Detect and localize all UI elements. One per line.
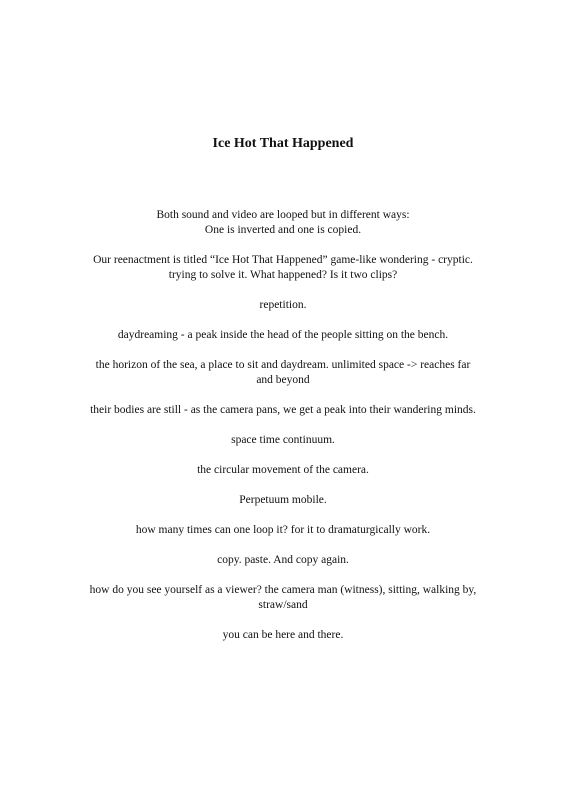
paragraph [70, 403, 496, 418]
paragraph-line: the circular movement of the camera. [197, 464, 369, 476]
paragraph [70, 553, 496, 568]
paragraph-line: Our reenactment is titled “Ice Hot That Happened” game-like wondering - cryptic. [93, 254, 473, 266]
paragraph-line: repetition. [259, 299, 307, 311]
paragraph-line: how do you see yourself as a viewer? the camera man (witness), sitting, walking by, [89, 584, 477, 596]
paragraph [70, 253, 496, 283]
paragraph-line: One is inverted and one is copied. [204, 224, 362, 236]
paragraph-line: trying to solve it. What happened? Is it two clips? [168, 269, 398, 281]
paragraph-line: copy. paste. And copy again. [217, 554, 349, 566]
paragraph-line: and beyond [256, 374, 310, 386]
paragraph-line: the horizon of the sea, a place to sit and daydream. unlimited space -> reaches far [95, 359, 471, 371]
paragraph [70, 433, 496, 448]
paragraph [70, 298, 496, 313]
document-body [70, 208, 496, 658]
paragraph-line: Perpetuum mobile. [239, 494, 327, 506]
paragraph-line: daydreaming - a peak inside the head of the people sitting on the bench. [117, 329, 449, 341]
paragraph [70, 463, 496, 478]
paragraph-line: space time continuum. [231, 434, 335, 446]
paragraph-line: how many times can one loop it? for it to dramaturgically work. [135, 524, 431, 536]
paragraph [70, 493, 496, 508]
paragraph [70, 208, 496, 238]
paragraph-line: you can be here and there. [222, 629, 344, 641]
paragraph [70, 583, 496, 613]
paragraph [70, 628, 496, 643]
document-title: Ice Hot That Happened [212, 136, 354, 151]
paragraph-line: straw/sand [258, 599, 308, 611]
paragraph [70, 523, 496, 538]
paragraph [70, 328, 496, 343]
paragraph-line: Both sound and video are looped but in different ways: [156, 209, 410, 221]
paragraph-line: their bodies are still - as the camera pans, we get a peak into their wandering minds. [90, 404, 476, 416]
paragraph [70, 358, 496, 388]
